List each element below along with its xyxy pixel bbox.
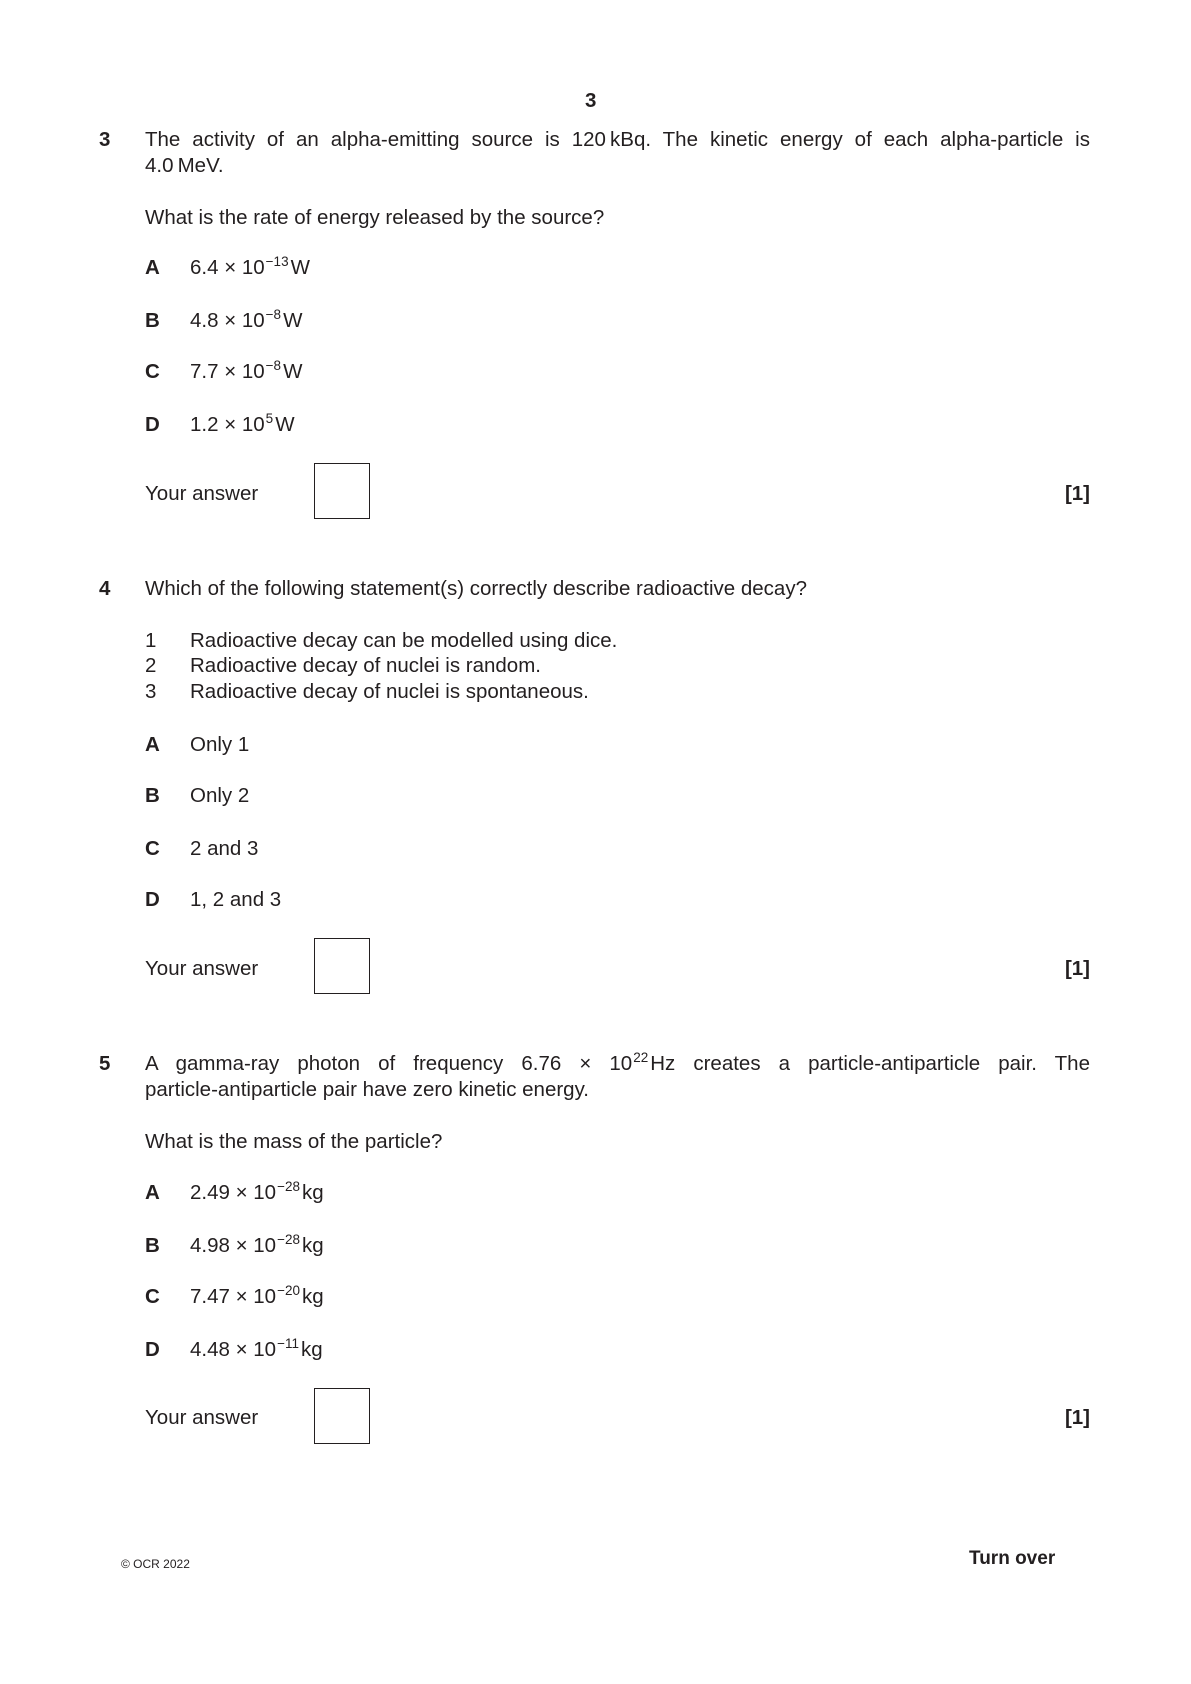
question-number: 4 — [99, 577, 111, 600]
option-d-value: 1, 2 and 3 — [190, 888, 282, 911]
question-number: 5 — [99, 1052, 111, 1075]
answer-box[interactable] — [314, 938, 370, 994]
turn-over: Turn over — [969, 1548, 1056, 1569]
option-a-value: $6.4 \times 10^{-13}W$ — [190, 254, 310, 279]
question-prompt: What is the mass of the particle? — [145, 1130, 443, 1153]
option-a-value: Only 1 — [190, 733, 250, 756]
option-c-value: $7.47 \times 10^{-20}kg$ — [190, 1283, 324, 1308]
option-b-value: $4.8 \times 10^{-8}W$ — [190, 307, 303, 332]
statement-text: Radioactive decay can be modelled using dice. — [190, 629, 618, 652]
marks: [1] — [1064, 1406, 1090, 1429]
answer-label: Your answer — [145, 482, 259, 505]
statement-index: 2 — [145, 654, 157, 677]
option-c-value: 2 and 3 — [190, 837, 259, 860]
option-b-value: $4.98 \times 10^{-28}kg$ — [190, 1232, 324, 1257]
option-d-value: $1.2 \times 10^5W$ — [190, 411, 295, 436]
marks: [1] — [1064, 482, 1090, 505]
question-stem-cont: 4.0 MeV. — [145, 154, 224, 177]
option-d-letter: D — [145, 1338, 160, 1361]
statement-text: Radioactive decay of nuclei is spontaneous. — [190, 680, 589, 703]
option-b-letter: B — [145, 784, 160, 807]
option-d-letter: D — [145, 413, 160, 436]
option-b-value: Only 2 — [190, 784, 250, 807]
answer-box[interactable] — [314, 1388, 370, 1444]
option-a-letter: A — [145, 733, 160, 756]
statement-index: 3 — [145, 680, 157, 703]
option-b-letter: B — [145, 1234, 160, 1257]
option-c-value: $7.7 \times 10^{-8}W$ — [190, 358, 303, 383]
question-stem: A gamma-ray photon of frequency $6.76 \times 10^{22}Hz$ creates a particle-antiparticle pair. The — [145, 1050, 1090, 1075]
question-prompt: Which of the following statement(s) correctly describe radioactive decay? — [145, 577, 807, 600]
question-stem: The activity of an alpha-emitting source is 120 kBq. The kinetic energy of each alpha-particle is — [145, 128, 1090, 151]
marks: [1] — [1064, 957, 1090, 980]
option-c-letter: C — [145, 1285, 160, 1308]
option-c-letter: C — [145, 360, 160, 383]
question-stem-cont: particle-antiparticle pair have zero kinetic energy. — [145, 1078, 590, 1101]
page-number: 3 — [585, 89, 597, 112]
question-prompt: What is the rate of energy released by the source? — [145, 206, 605, 229]
option-d-value: $4.48 \times 10^{-11}kg$ — [190, 1336, 323, 1361]
answer-label: Your answer — [145, 957, 259, 980]
option-a-letter: A — [145, 1181, 160, 1204]
answer-label: Your answer — [145, 1406, 259, 1429]
statement-text: Radioactive decay of nuclei is random. — [190, 654, 541, 677]
question-number: 3 — [99, 128, 111, 151]
answer-box[interactable] — [314, 463, 370, 519]
option-c-letter: C — [145, 837, 160, 860]
option-d-letter: D — [145, 888, 160, 911]
option-a-value: $2.49 \times 10^{-28}kg$ — [190, 1179, 324, 1204]
statement-index: 1 — [145, 629, 157, 652]
copyright: © OCR 2022 — [121, 1557, 190, 1571]
option-b-letter: B — [145, 309, 160, 332]
option-a-letter: A — [145, 256, 160, 279]
